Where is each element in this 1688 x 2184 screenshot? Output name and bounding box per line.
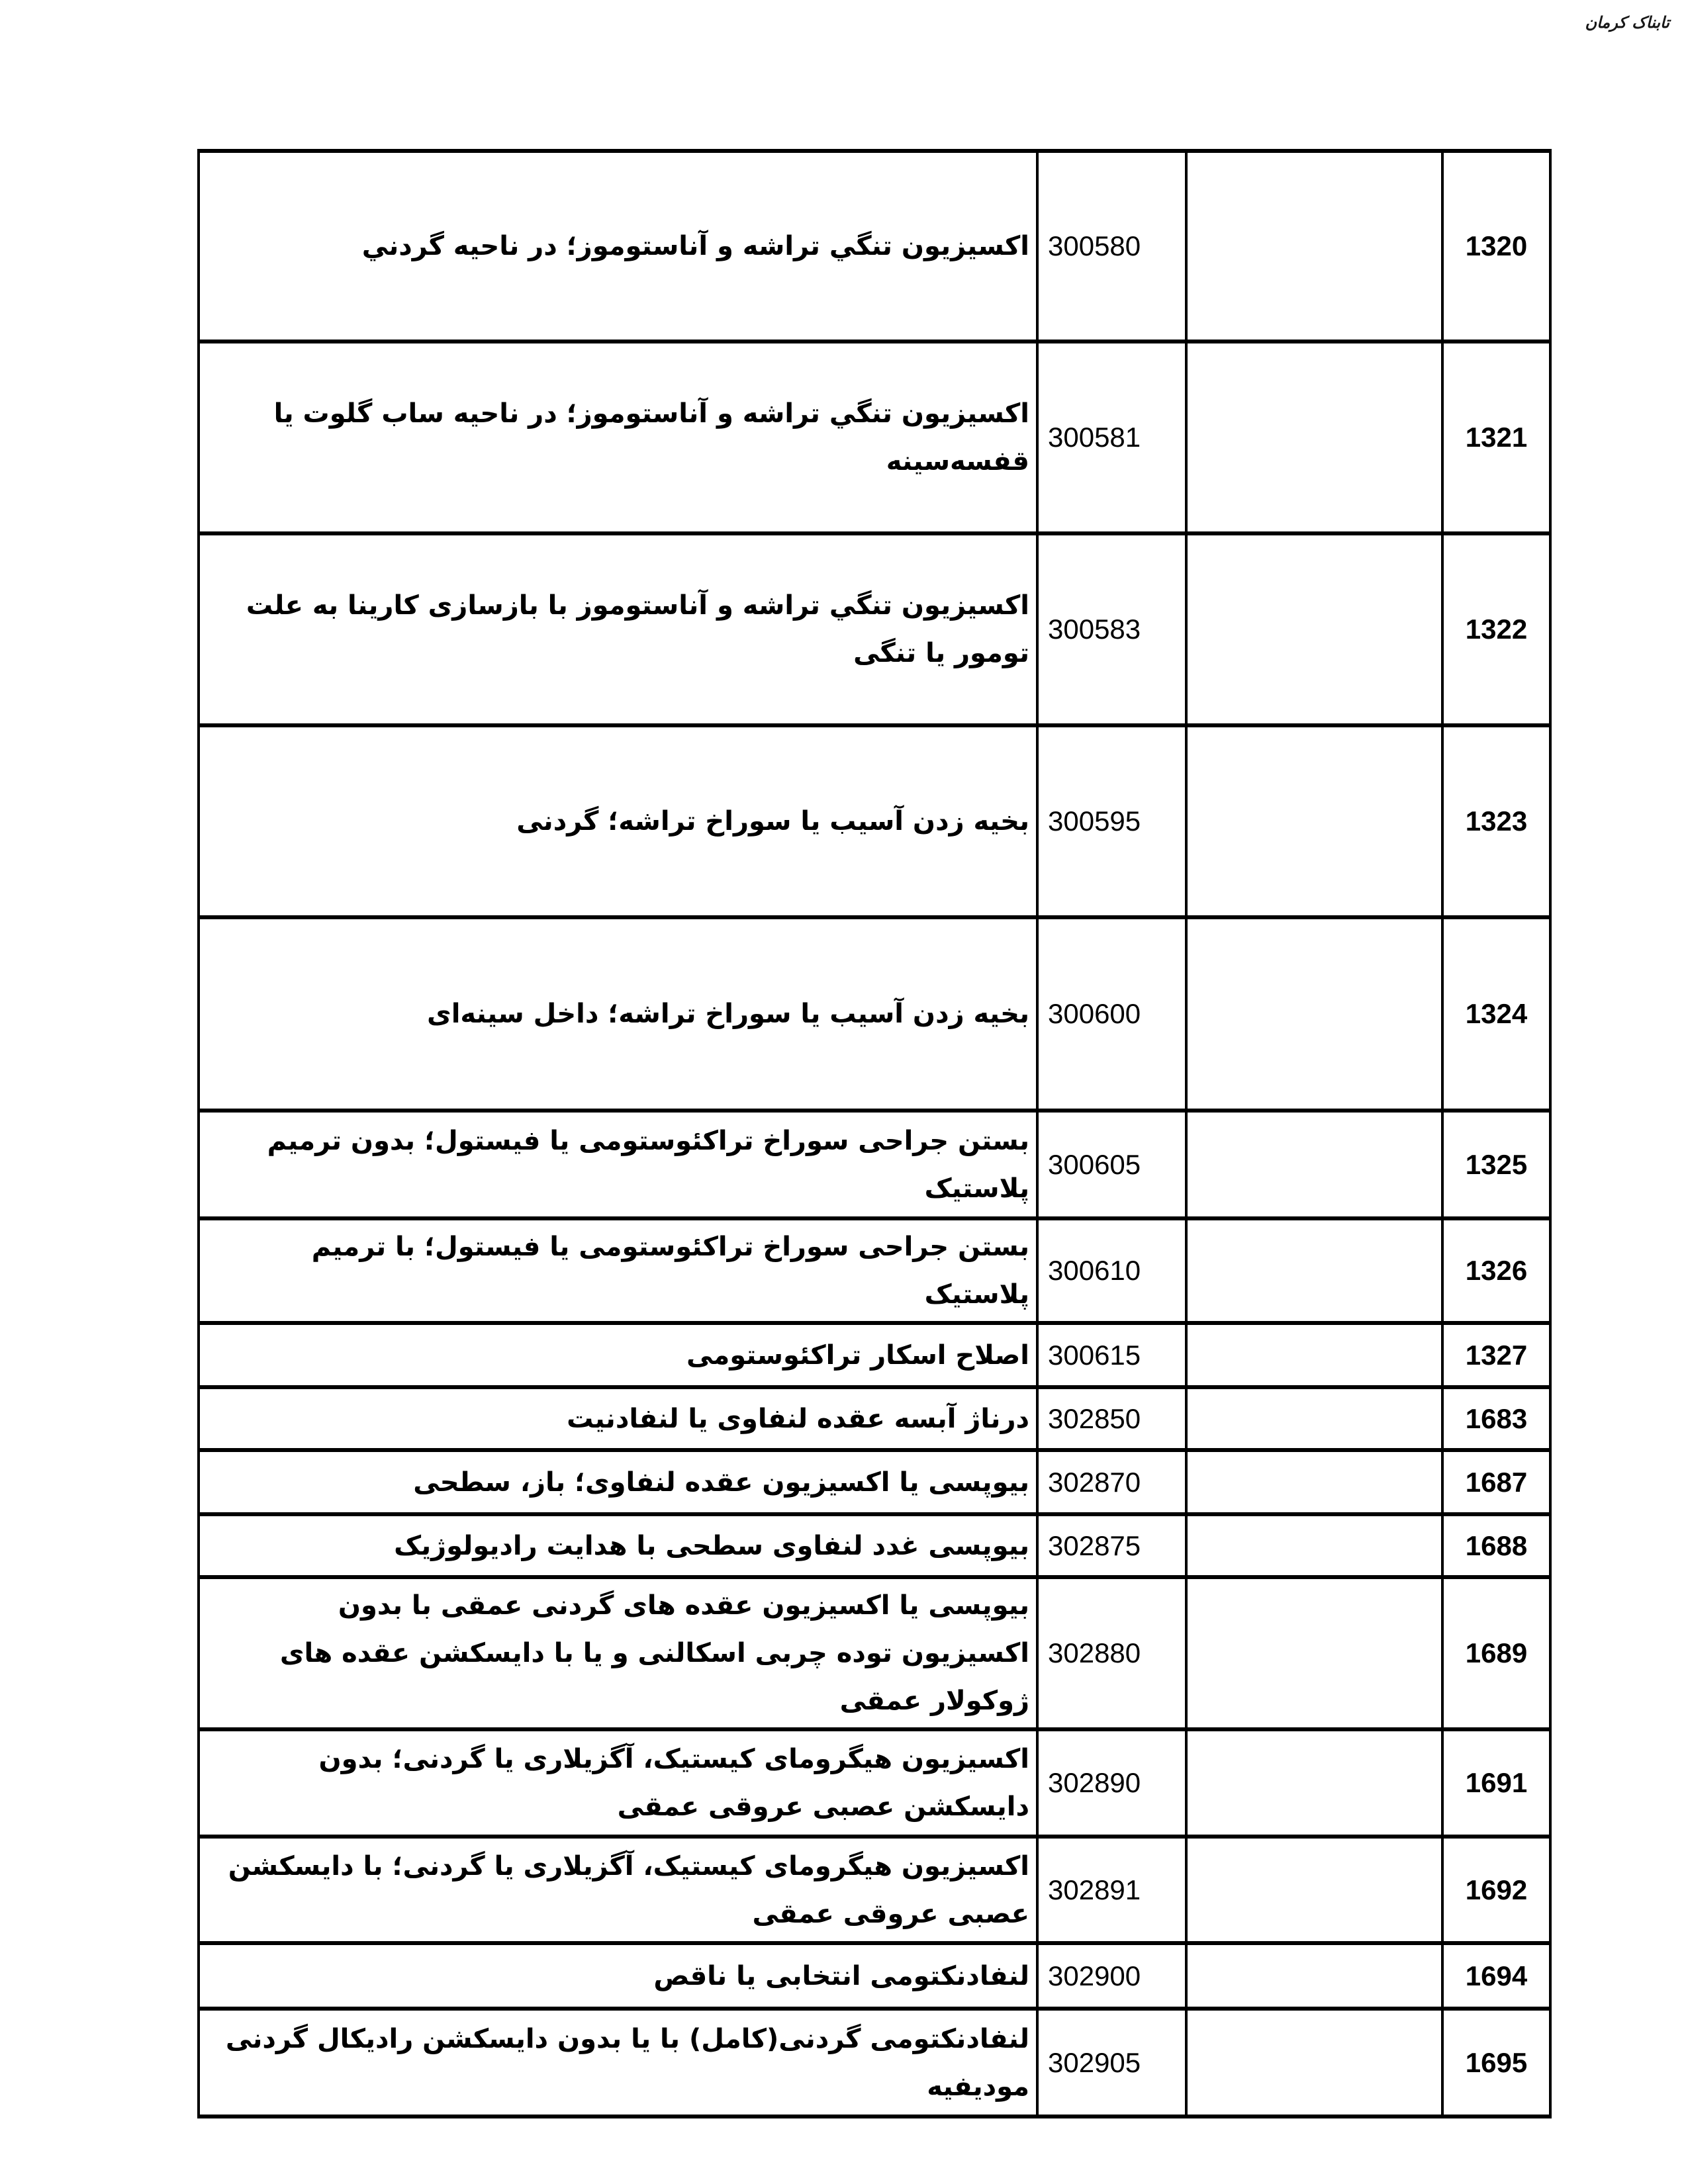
table-row — [199, 533, 1550, 725]
table-row — [199, 1111, 1550, 1218]
blank-cell — [1186, 1514, 1442, 1577]
tabnak-kerman-logo: تابناک کرمان — [1585, 13, 1669, 32]
procedure-code-cell: 302890 — [1037, 1729, 1186, 1837]
table-row — [199, 341, 1550, 533]
row-number-cell: 1683 — [1442, 1387, 1550, 1450]
procedure-description-cell: اصلاح اسکار تراکئوستومی — [199, 1323, 1037, 1387]
blank-cell — [1186, 1943, 1442, 2009]
table-row — [199, 1514, 1550, 1577]
table-row — [199, 1729, 1550, 1837]
procedure-description-cell: لنفادنکتومی انتخابی یا ناقص — [199, 1943, 1037, 2009]
row-number-cell: 1324 — [1442, 917, 1550, 1111]
row-number-cell: 1695 — [1442, 2009, 1550, 2116]
procedure-code-cell: 300610 — [1037, 1218, 1186, 1323]
table-row — [199, 151, 1550, 341]
procedure-description-cell: اکسیزیون هیگرومای کیستیک، آگزیلاری یا گردنی؛ بدون دایسکشن عصبی عروقی عمقی — [199, 1729, 1037, 1837]
row-number-cell: 1320 — [1442, 151, 1550, 341]
tariff-table-container — [197, 149, 1552, 2118]
table-row — [199, 1450, 1550, 1514]
table-row — [199, 725, 1550, 917]
table-row — [199, 917, 1550, 1111]
blank-cell — [1186, 1323, 1442, 1387]
blank-cell — [1186, 1729, 1442, 1837]
procedure-code-cell: 300605 — [1037, 1111, 1186, 1218]
procedure-description-cell: بخیه زدن آسیب یا سوراخ تراشه؛ گردنی — [199, 725, 1037, 917]
row-number-cell: 1692 — [1442, 1837, 1550, 1943]
table-row — [199, 2009, 1550, 2116]
row-number-cell: 1327 — [1442, 1323, 1550, 1387]
blank-cell — [1186, 341, 1442, 533]
blank-cell — [1186, 725, 1442, 917]
table-row — [199, 1837, 1550, 1943]
procedure-code-cell: 300583 — [1037, 533, 1186, 725]
procedure-description-cell: بیوپسی غدد لنفاوی سطحی با هدایت رادیولوژیک — [199, 1514, 1037, 1577]
blank-cell — [1186, 151, 1442, 341]
blank-cell — [1186, 1837, 1442, 1943]
procedure-code-cell: 302875 — [1037, 1514, 1186, 1577]
procedure-description-cell: اکسیزیون تنگي تراشه و آناستوموز با بازسازی کارینا به علت تومور یا تنگی — [199, 533, 1037, 725]
procedure-description-cell: بخیه زدن آسیب یا سوراخ تراشه؛ داخل سینه‌ای — [199, 917, 1037, 1111]
procedure-description-cell: اکسیزیون تنگي تراشه و آناستوموز؛ در ناحیه ساب گلوت یا قفسه‌سینه — [199, 341, 1037, 533]
row-number-cell: 1322 — [1442, 533, 1550, 725]
blank-cell — [1186, 2009, 1442, 2116]
procedure-description-cell: بیوپسی یا اکسیزیون عقده لنفاوی؛ باز، سطحی — [199, 1450, 1037, 1514]
blank-cell — [1186, 1387, 1442, 1450]
procedure-code-cell: 302900 — [1037, 1943, 1186, 2009]
table-row — [199, 1323, 1550, 1387]
procedure-description-cell: بستن جراحی سوراخ تراکئوستومی یا فیستول؛ با ترمیم پلاستیک — [199, 1218, 1037, 1323]
row-number-cell: 1321 — [1442, 341, 1550, 533]
procedure-code-cell: 300580 — [1037, 151, 1186, 341]
table-row — [199, 1218, 1550, 1323]
procedure-description-cell: اکسیزیون تنگي تراشه و آناستوموز؛ در ناحیه گردني — [199, 151, 1037, 341]
procedure-code-cell: 300595 — [1037, 725, 1186, 917]
tariff-table — [197, 149, 1552, 2118]
blank-cell — [1186, 533, 1442, 725]
procedure-code-cell: 300615 — [1037, 1323, 1186, 1387]
procedure-code-cell: 302870 — [1037, 1450, 1186, 1514]
procedure-code-cell: 302891 — [1037, 1837, 1186, 1943]
row-number-cell: 1326 — [1442, 1218, 1550, 1323]
row-number-cell: 1688 — [1442, 1514, 1550, 1577]
blank-cell — [1186, 1218, 1442, 1323]
procedure-code-cell: 300581 — [1037, 341, 1186, 533]
procedure-code-cell: 302880 — [1037, 1577, 1186, 1729]
procedure-description-cell: اکسیزیون هیگرومای کیستیک، آگزیلاری یا گردنی؛ با دایسکشن عصبی عروقی عمقی — [199, 1837, 1037, 1943]
blank-cell — [1186, 917, 1442, 1111]
blank-cell — [1186, 1450, 1442, 1514]
procedure-table-body — [199, 151, 1550, 2116]
table-row — [199, 1577, 1550, 1729]
procedure-description-cell: لنفادنکتومی گردنی(کامل) با یا بدون دایسکشن رادیکال گردنی مودیفیه — [199, 2009, 1037, 2116]
table-row — [199, 1943, 1550, 2009]
blank-cell — [1186, 1111, 1442, 1218]
procedure-code-cell: 302905 — [1037, 2009, 1186, 2116]
procedure-description-cell: بیوپسی یا اکسیزیون عقده های گردنی عمقی با بدون اکسیزیون توده چربی اسکالنی و یا با دایسکشن عقده های ژوکولار عمقی — [199, 1577, 1037, 1729]
row-number-cell: 1325 — [1442, 1111, 1550, 1218]
row-number-cell: 1694 — [1442, 1943, 1550, 2009]
row-number-cell: 1691 — [1442, 1729, 1550, 1837]
blank-cell — [1186, 1577, 1442, 1729]
row-number-cell: 1323 — [1442, 725, 1550, 917]
row-number-cell: 1689 — [1442, 1577, 1550, 1729]
table-row — [199, 1387, 1550, 1450]
procedure-description-cell: درناژ آبسه عقده لنفاوی یا لنفادنیت — [199, 1387, 1037, 1450]
row-number-cell: 1687 — [1442, 1450, 1550, 1514]
procedure-code-cell: 302850 — [1037, 1387, 1186, 1450]
procedure-code-cell: 300600 — [1037, 917, 1186, 1111]
procedure-description-cell: بستن جراحی سوراخ تراکئوستومی یا فیستول؛ بدون ترمیم پلاستیک — [199, 1111, 1037, 1218]
